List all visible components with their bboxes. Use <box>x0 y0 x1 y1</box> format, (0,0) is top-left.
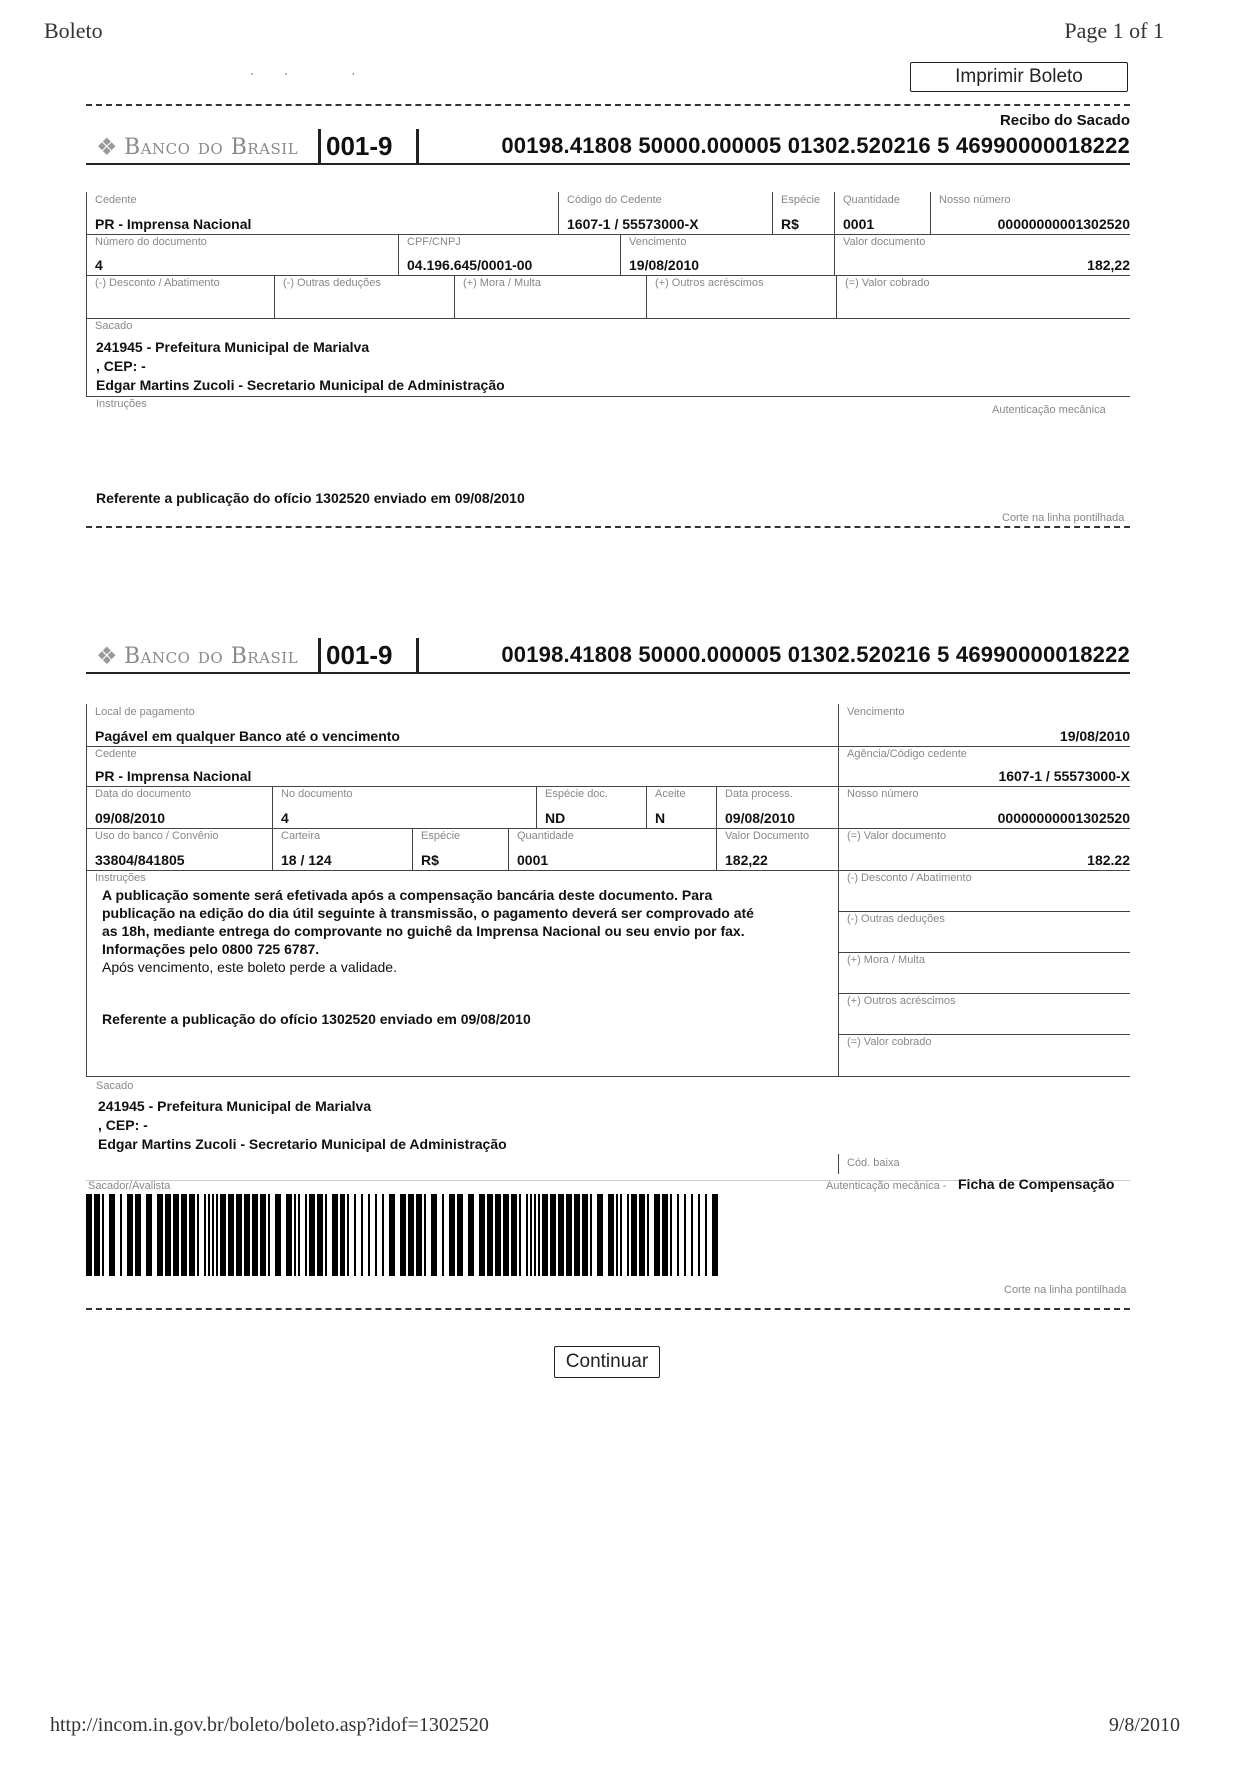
cedente-value: PR - Imprensa Nacional <box>95 216 252 232</box>
numero-documento-cell: Número do documento 4 <box>86 234 398 275</box>
desconto-cell: (-) Desconto / Abatimento <box>86 275 274 318</box>
valor-doc-right-cell: (=) Valor documento 182.22 <box>838 828 1130 870</box>
especie-value: R$ <box>781 216 799 232</box>
bank-logo-icon: ❖ <box>96 133 119 161</box>
desconto-cell: (-) Desconto / Abatimento <box>838 870 1130 911</box>
receipt-title: Recibo do Sacado <box>999 112 1130 129</box>
sacado-cell: Sacado <box>86 318 1130 396</box>
page-header-page-number: Page 1 of 1 <box>1064 18 1164 43</box>
scan-specks: ·· · <box>250 66 386 80</box>
valor-documento-value: 182,22 <box>725 852 768 868</box>
codigo-cedente-value: 1607-1 / 55573000-X <box>567 216 699 232</box>
bank-logo <box>96 642 298 670</box>
bank-logo-text: Banco do Brasil <box>124 134 299 160</box>
valor-doc-right-value: 182.22 <box>1087 852 1130 868</box>
data-process-cell: Data process. 09/08/2010 <box>716 786 838 828</box>
cut-line-bottom <box>86 1308 1130 1310</box>
digitable-line: 00198.41808 50000.000005 01302.520216 5 46990000018222 <box>501 642 1130 667</box>
vencimento-cell: Vencimento 19/08/2010 <box>620 234 834 275</box>
footer-url: http://incom.in.gov.br/boleto/boleto.asp?idof=1302520 <box>50 1714 489 1736</box>
vencimento-cell: Vencimento 19/08/2010 <box>838 704 1130 746</box>
instructions-text: A publicação somente será efetivada após a compensação bancária deste documento. Para publicação na edição do dia útil seguinte à transmissão, o pagamento deverá ser comprovado até as 18h, mediante entrega do comprovante no guichê da Imprensa Nacional ou seu envio por fax. Informações pelo 0800 725 6787. Após vencimento, este boleto perde a validade. <box>102 887 754 975</box>
divider <box>86 396 1130 397</box>
especie-doc-cell: Espécie doc. ND <box>536 786 646 828</box>
aceite-value: N <box>655 810 666 826</box>
outras-deducoes-cell: (-) Outras deduções <box>274 275 454 318</box>
bank-code: 001-9 <box>326 640 393 670</box>
valor-documento-cell: Valor documento 182,22 <box>834 234 1130 275</box>
numero-documento-value: 4 <box>95 257 103 273</box>
vencimento-value: 19/08/2010 <box>629 257 700 273</box>
cut-line-middle <box>86 526 1130 528</box>
carteira-cell: Carteira 18 / 124 <box>272 828 412 870</box>
vencimento-value: 19/08/2010 <box>1059 728 1130 744</box>
quantidade-value: 0001 <box>517 852 549 868</box>
print-boleto-button[interactable]: Imprimir Boleto <box>910 62 1128 92</box>
separator <box>318 129 321 165</box>
quantidade-cell: Quantidade 0001 <box>834 192 930 234</box>
barcode <box>86 1194 722 1276</box>
outros-acrescimos-cell: (+) Outros acréscimos <box>838 993 1130 1034</box>
valor-cobrado-cell: (=) Valor cobrado <box>838 1034 1130 1076</box>
agencia-value: 1607-1 / 55573000-X <box>998 768 1130 784</box>
valor-documento-cell: Valor Documento 182,22 <box>716 828 838 870</box>
bank-header-receipt <box>86 129 1130 165</box>
nosso-numero-value: 00000000001302520 <box>997 810 1130 826</box>
codigo-cedente-cell: Código do Cedente 1607-1 / 55573000-X <box>558 192 772 234</box>
bank-logo <box>96 133 298 161</box>
aceite-cell: Aceite N <box>646 786 716 828</box>
compensation-reference: Referente a publicação do ofício 1302520 enviado em 09/08/2010 <box>102 1011 531 1027</box>
continue-button[interactable]: Continuar <box>554 1346 660 1378</box>
valor-documento-value: 182,22 <box>1087 257 1130 273</box>
ficha-compensacao-title: Ficha de Compensação <box>958 1176 1115 1192</box>
bank-logo-text: Banco do Brasil <box>124 643 299 669</box>
footer-date: 9/8/2010 <box>1108 1714 1180 1736</box>
page-header-title: Boleto <box>44 18 103 43</box>
cedente-cell: Cedente PR - Imprensa Nacional <box>86 192 558 234</box>
mora-multa-cell: (+) Mora / Multa <box>454 275 646 318</box>
autenticacao-label: Autenticação mecânica - <box>826 1180 947 1192</box>
agencia-cell: Agência/Código cedente 1607-1 / 55573000-X <box>838 746 1130 786</box>
digitable-line: 00198.41808 50000.000005 01302.520216 5 46990000018222 <box>501 133 1130 158</box>
cut-label: Corte na linha pontilhada <box>1002 512 1125 524</box>
valor-cobrado-cell: (=) Valor cobrado <box>836 275 1130 318</box>
especie-doc-value: ND <box>545 810 566 826</box>
cpf-cnpj-cell: CPF/CNPJ 04.196.645/0001-00 <box>398 234 620 275</box>
bank-header-compensation <box>86 638 1130 674</box>
mora-multa-cell: (+) Mora / Multa <box>838 952 1130 993</box>
nosso-numero-cell: Nosso número 00000000001302520 <box>930 192 1130 234</box>
separator <box>318 638 321 674</box>
cpf-cnpj-value: 04.196.645/0001-00 <box>407 257 533 273</box>
uso-banco-value: 33804/841805 <box>95 852 185 868</box>
bank-logo-icon: ❖ <box>96 642 119 670</box>
especie-value: R$ <box>421 852 439 868</box>
autenticacao-label: Autenticação mecânica <box>992 404 1106 416</box>
receipt-reference: Referente a publicação do ofício 1302520 enviado em 09/08/2010 <box>96 490 525 506</box>
barcode-gap <box>718 1194 723 1276</box>
cut-line-top <box>86 104 1130 106</box>
divider <box>86 1076 1130 1077</box>
outros-acrescimos-cell: (+) Outros acréscimos <box>646 275 836 318</box>
data-documento-value: 09/08/2010 <box>95 810 166 826</box>
local-pagamento-value: Pagável em qualquer Banco até o vencimento <box>95 728 400 744</box>
instrucoes-cell: Instruções <box>86 870 838 1076</box>
sacado-label: Sacado <box>96 1080 134 1092</box>
nosso-numero-value: 00000000001302520 <box>997 216 1130 232</box>
uso-banco-cell: Uso do banco / Convênio 33804/841805 <box>86 828 272 870</box>
outras-deducoes-cell: (-) Outras deduções <box>838 911 1130 952</box>
bank-code: 001-9 <box>326 131 393 161</box>
sacado-info: 241945 - Prefeitura Municipal de Marialva , CEP: - Edgar Martins Zucoli - Secretario Municipal de Administração <box>98 1098 507 1152</box>
local-pagamento-cell: Local de pagamento Pagável em qualquer Banco até o vencimento <box>86 704 838 746</box>
no-documento-value: 4 <box>281 810 289 826</box>
data-process-value: 09/08/2010 <box>725 810 796 826</box>
no-documento-cell: No documento 4 <box>272 786 536 828</box>
quantidade-value: 0001 <box>843 216 875 232</box>
separator <box>416 638 419 674</box>
carteira-value: 18 / 124 <box>281 852 332 868</box>
data-documento-cell: Data do documento 09/08/2010 <box>86 786 272 828</box>
sacador-avalista-label: Sacador/Avalista <box>88 1180 171 1192</box>
nosso-numero-cell: Nosso número 00000000001302520 <box>838 786 1130 828</box>
cod-baixa-cell: Cód. baixa <box>838 1154 958 1174</box>
cut-label: Corte na linha pontilhada <box>1004 1284 1127 1296</box>
cedente-cell: Cedente PR - Imprensa Nacional <box>86 746 838 786</box>
instrucoes-label: Instruções <box>96 398 147 410</box>
especie-cell: Espécie R$ <box>412 828 508 870</box>
cedente-value: PR - Imprensa Nacional <box>95 768 252 784</box>
sacado-info: 241945 - Prefeitura Municipal de Marialva , CEP: - Edgar Martins Zucoli - Secretario Municipal de Administração <box>96 339 505 393</box>
quantidade-cell: Quantidade 0001 <box>508 828 716 870</box>
especie-cell: Espécie R$ <box>772 192 834 234</box>
separator <box>416 129 419 165</box>
